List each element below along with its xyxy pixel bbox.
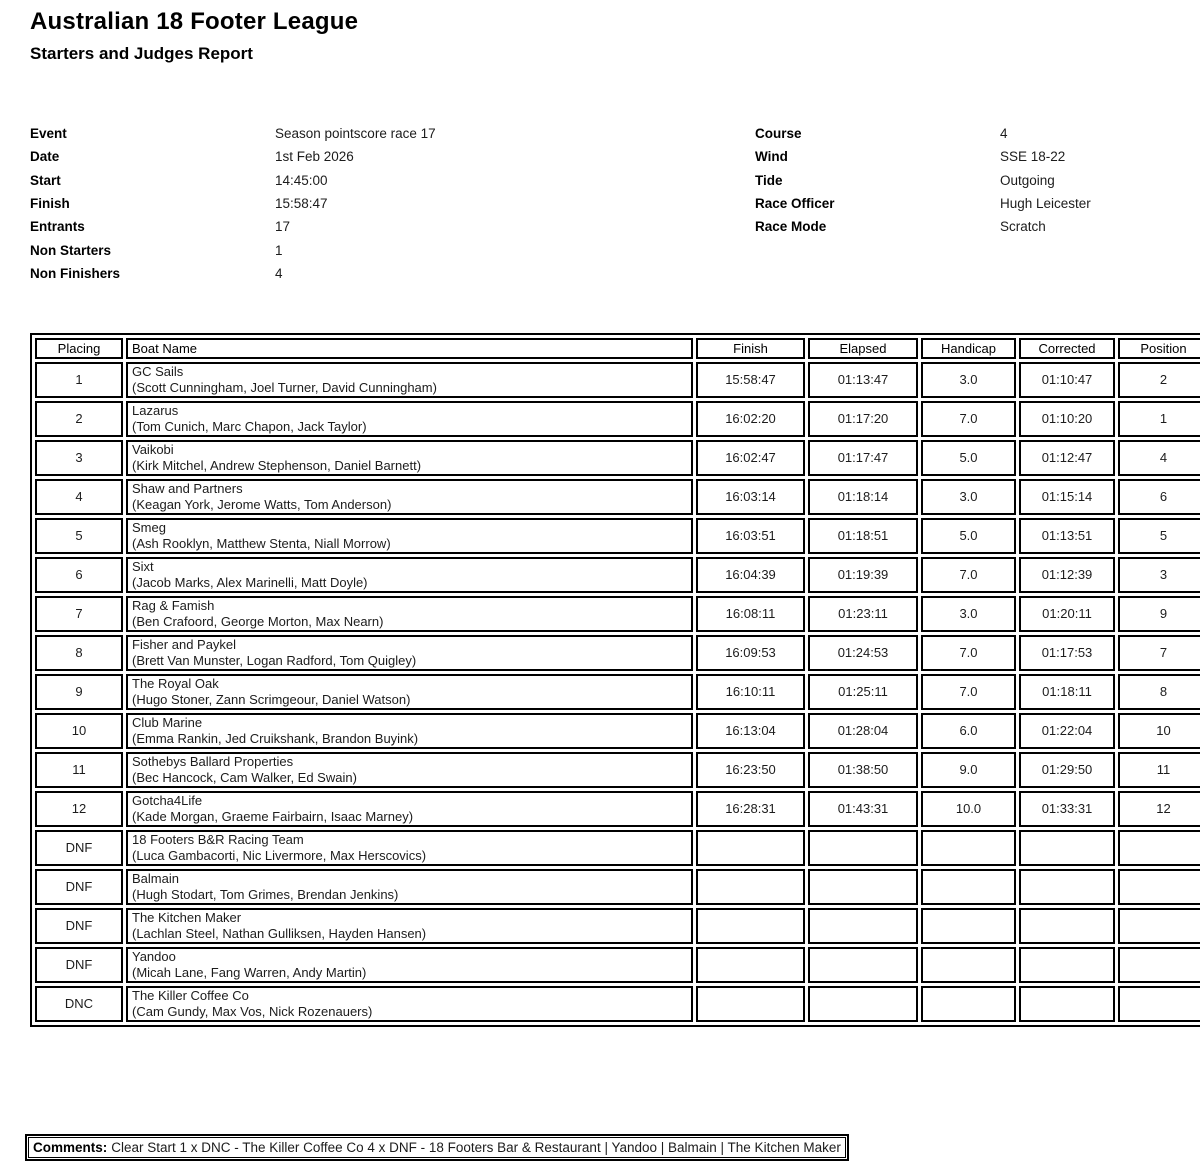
boat-crew: (Lachlan Steel, Nathan Gulliksen, Hayden Hansen) — [132, 926, 427, 941]
position-cell: 8 — [1118, 674, 1200, 710]
result-row — [35, 830, 1200, 866]
position-cell: 9 — [1118, 596, 1200, 632]
placing-cell: DNF — [35, 830, 123, 866]
boat-cell — [126, 947, 693, 983]
placing-cell: 3 — [35, 440, 123, 476]
boat-crew: (Keagan York, Jerome Watts, Tom Anderson) — [132, 497, 392, 512]
result-row — [35, 674, 1200, 710]
boat-crew: (Kirk Mitchel, Andrew Stephenson, Daniel Barnett) — [132, 458, 422, 473]
meta-label: Finish — [30, 196, 70, 212]
position-cell: 11 — [1118, 752, 1200, 788]
finish-cell — [696, 830, 805, 866]
meta-label: Non Finishers — [30, 265, 121, 281]
meta-row — [755, 145, 1091, 168]
finish-cell: 16:10:11 — [696, 674, 805, 710]
position-cell: 2 — [1118, 362, 1200, 398]
placing-cell: 10 — [35, 713, 123, 749]
position-cell: 7 — [1118, 635, 1200, 671]
boat-name: Yandoo — [132, 949, 176, 964]
corrected-cell: 01:12:39 — [1019, 557, 1115, 593]
corrected-cell: 01:33:31 — [1019, 791, 1115, 827]
corrected-cell: 01:18:11 — [1019, 674, 1115, 710]
boat-crew: (Emma Rankin, Jed Cruikshank, Brandon Buyink) — [132, 731, 419, 746]
elapsed-cell: 01:25:11 — [808, 674, 918, 710]
meta-label: Race Officer — [755, 196, 835, 212]
result-row — [35, 440, 1200, 476]
meta-label: Tide — [755, 172, 783, 188]
boat-crew: (Brett Van Munster, Logan Radford, Tom Quigley) — [132, 653, 417, 668]
corrected-cell: 01:10:47 — [1019, 362, 1115, 398]
placing-cell: 11 — [35, 752, 123, 788]
result-row — [35, 869, 1200, 905]
finish-cell: 16:09:53 — [696, 635, 805, 671]
boat-crew: (Micah Lane, Fang Warren, Andy Martin) — [132, 965, 367, 980]
result-row — [35, 518, 1200, 554]
corrected-cell: 01:10:20 — [1019, 401, 1115, 437]
meta-value: Season pointscore race 17 — [275, 126, 436, 142]
finish-cell: 16:03:51 — [696, 518, 805, 554]
position-cell: 10 — [1118, 713, 1200, 749]
elapsed-cell: 01:38:50 — [808, 752, 918, 788]
boat-name: Fisher and Paykel — [132, 637, 237, 652]
meta-row — [30, 145, 436, 168]
boat-cell — [126, 830, 693, 866]
placing-cell: 6 — [35, 557, 123, 593]
position-cell — [1118, 830, 1200, 866]
handicap-cell: 10.0 — [921, 791, 1016, 827]
meta-row — [755, 122, 1091, 145]
boat-cell — [126, 713, 693, 749]
handicap-cell — [921, 869, 1016, 905]
boat-crew: (Luca Gambacorti, Nic Livermore, Max Herscovics) — [132, 848, 427, 863]
meta-value: 17 — [275, 219, 291, 235]
boat-cell — [126, 596, 693, 632]
page-title: Australian 18 Footer League — [30, 8, 359, 35]
finish-cell: 16:28:31 — [696, 791, 805, 827]
results-table — [30, 333, 1200, 1027]
handicap-cell: 3.0 — [921, 596, 1016, 632]
finish-cell — [696, 869, 805, 905]
elapsed-cell: 01:18:51 — [808, 518, 918, 554]
position-cell — [1118, 947, 1200, 983]
elapsed-cell — [808, 908, 918, 944]
boat-cell — [126, 986, 693, 1022]
elapsed-cell: 01:23:11 — [808, 596, 918, 632]
column-header-placing: Placing — [35, 338, 123, 359]
position-cell: 3 — [1118, 557, 1200, 593]
corrected-cell — [1019, 908, 1115, 944]
handicap-cell: 9.0 — [921, 752, 1016, 788]
placing-cell: 1 — [35, 362, 123, 398]
boat-cell — [126, 908, 693, 944]
finish-cell: 16:23:50 — [696, 752, 805, 788]
corrected-cell — [1019, 986, 1115, 1022]
meta-value: Scratch — [1000, 219, 1046, 235]
handicap-cell — [921, 830, 1016, 866]
meta-label: Event — [30, 126, 67, 142]
handicap-cell — [921, 947, 1016, 983]
corrected-cell — [1019, 947, 1115, 983]
corrected-cell: 01:17:53 — [1019, 635, 1115, 671]
meta-label: Wind — [755, 149, 788, 165]
boat-name: Sixt — [132, 559, 154, 574]
handicap-cell: 7.0 — [921, 557, 1016, 593]
placing-cell: 4 — [35, 479, 123, 515]
handicap-cell: 5.0 — [921, 440, 1016, 476]
column-header-corrected: Corrected — [1019, 338, 1115, 359]
comments-text: Clear Start 1 x DNC - The Killer Coffee Co 4 x DNF - 18 Footers Bar & Restaurant | Yandoo | Balmain | The Kitchen Maker — [111, 1140, 841, 1155]
placing-cell: 5 — [35, 518, 123, 554]
handicap-cell: 6.0 — [921, 713, 1016, 749]
boat-name: Lazarus — [132, 403, 179, 418]
corrected-cell — [1019, 869, 1115, 905]
boat-cell — [126, 518, 693, 554]
meta-label: Race Mode — [755, 219, 827, 235]
result-row — [35, 362, 1200, 398]
boat-cell — [126, 479, 693, 515]
boat-name: The Killer Coffee Co — [132, 988, 249, 1003]
finish-cell: 15:58:47 — [696, 362, 805, 398]
handicap-cell — [921, 986, 1016, 1022]
meta-row — [755, 215, 1091, 238]
corrected-cell: 01:20:11 — [1019, 596, 1115, 632]
boat-name: Shaw and Partners — [132, 481, 243, 496]
result-row — [35, 401, 1200, 437]
meta-row — [30, 192, 436, 215]
result-row — [35, 986, 1200, 1022]
placing-cell: 8 — [35, 635, 123, 671]
boat-cell — [126, 752, 693, 788]
column-header-boat-name: Boat Name — [126, 338, 693, 359]
race-meta-left — [30, 122, 436, 285]
handicap-cell: 5.0 — [921, 518, 1016, 554]
comments-label: Comments: — [33, 1140, 108, 1155]
elapsed-cell: 01:24:53 — [808, 635, 918, 671]
column-header-position: Position — [1118, 338, 1200, 359]
boat-crew: (Ash Rooklyn, Matthew Stenta, Niall Morrow) — [132, 536, 391, 551]
boat-crew: (Scott Cunningham, Joel Turner, David Cunningham) — [132, 380, 437, 395]
finish-cell: 16:13:04 — [696, 713, 805, 749]
meta-label: Start — [30, 172, 61, 188]
placing-cell: DNF — [35, 908, 123, 944]
position-cell: 12 — [1118, 791, 1200, 827]
finish-cell: 16:04:39 — [696, 557, 805, 593]
meta-label: Date — [30, 149, 60, 165]
boat-cell — [126, 440, 693, 476]
result-row — [35, 908, 1200, 944]
page-subtitle: Starters and Judges Report — [30, 44, 253, 63]
boat-name: 18 Footers B&R Racing Team — [132, 832, 304, 847]
boat-name: Smeg — [132, 520, 166, 535]
corrected-cell: 01:22:04 — [1019, 713, 1115, 749]
handicap-cell: 3.0 — [921, 479, 1016, 515]
boat-name: The Kitchen Maker — [132, 910, 242, 925]
boat-crew: (Kade Morgan, Graeme Fairbairn, Isaac Marney) — [132, 809, 414, 824]
meta-value: Hugh Leicester — [1000, 196, 1091, 212]
handicap-cell: 3.0 — [921, 362, 1016, 398]
finish-cell: 16:02:47 — [696, 440, 805, 476]
table-header-row — [35, 338, 1200, 359]
placing-cell: 9 — [35, 674, 123, 710]
corrected-cell: 01:12:47 — [1019, 440, 1115, 476]
meta-label: Course — [755, 126, 802, 142]
placing-cell: 7 — [35, 596, 123, 632]
meta-label: Entrants — [30, 219, 85, 235]
placing-cell: 12 — [35, 791, 123, 827]
boat-name: Sothebys Ballard Properties — [132, 754, 294, 769]
result-row — [35, 479, 1200, 515]
placing-cell: DNC — [35, 986, 123, 1022]
boat-cell — [126, 791, 693, 827]
boat-cell — [126, 674, 693, 710]
meta-row — [30, 215, 436, 238]
handicap-cell: 7.0 — [921, 674, 1016, 710]
position-cell — [1118, 986, 1200, 1022]
meta-row — [30, 122, 436, 145]
comments-inner — [28, 1137, 846, 1158]
placing-cell: DNF — [35, 947, 123, 983]
meta-value: 1 — [275, 242, 283, 258]
boat-cell — [126, 635, 693, 671]
corrected-cell: 01:29:50 — [1019, 752, 1115, 788]
elapsed-cell: 01:43:31 — [808, 791, 918, 827]
meta-row — [755, 169, 1091, 192]
boat-cell — [126, 869, 693, 905]
finish-cell: 16:02:20 — [696, 401, 805, 437]
meta-row — [30, 262, 436, 285]
meta-label: Non Starters — [30, 242, 112, 258]
boat-name: Rag & Famish — [132, 598, 215, 613]
boat-cell — [126, 362, 693, 398]
position-cell: 5 — [1118, 518, 1200, 554]
position-cell — [1118, 908, 1200, 944]
boat-name: The Royal Oak — [132, 676, 219, 691]
result-row — [35, 713, 1200, 749]
boat-name: Club Marine — [132, 715, 203, 730]
corrected-cell: 01:15:14 — [1019, 479, 1115, 515]
meta-row — [30, 238, 436, 261]
comments-box — [25, 1134, 849, 1161]
meta-row — [30, 169, 436, 192]
corrected-cell: 01:13:51 — [1019, 518, 1115, 554]
placing-cell: 2 — [35, 401, 123, 437]
handicap-cell: 7.0 — [921, 635, 1016, 671]
result-row — [35, 596, 1200, 632]
elapsed-cell: 01:28:04 — [808, 713, 918, 749]
result-row — [35, 635, 1200, 671]
meta-value: SSE 18-22 — [1000, 149, 1066, 165]
meta-value: 4 — [1000, 126, 1008, 142]
finish-cell — [696, 947, 805, 983]
elapsed-cell — [808, 947, 918, 983]
handicap-cell — [921, 908, 1016, 944]
boat-crew: (Bec Hancock, Cam Walker, Ed Swain) — [132, 770, 357, 785]
boat-name: Vaikobi — [132, 442, 174, 457]
elapsed-cell — [808, 986, 918, 1022]
boat-crew: (Hugo Stoner, Zann Scrimgeour, Daniel Watson) — [132, 692, 411, 707]
result-row — [35, 752, 1200, 788]
boat-crew: (Cam Gundy, Max Vos, Nick Rozenauers) — [132, 1004, 373, 1019]
meta-value: Outgoing — [1000, 172, 1055, 188]
column-header-finish: Finish — [696, 338, 805, 359]
elapsed-cell: 01:18:14 — [808, 479, 918, 515]
meta-value: 1st Feb 2026 — [275, 149, 354, 165]
race-meta-right — [755, 122, 1091, 238]
elapsed-cell: 01:17:20 — [808, 401, 918, 437]
finish-cell: 16:08:11 — [696, 596, 805, 632]
placing-cell: DNF — [35, 869, 123, 905]
boat-name: GC Sails — [132, 364, 184, 379]
boat-cell — [126, 401, 693, 437]
elapsed-cell: 01:19:39 — [808, 557, 918, 593]
result-row — [35, 947, 1200, 983]
position-cell: 4 — [1118, 440, 1200, 476]
finish-cell — [696, 908, 805, 944]
result-row — [35, 557, 1200, 593]
meta-value: 14:45:00 — [275, 172, 328, 188]
corrected-cell — [1019, 830, 1115, 866]
boat-name: Balmain — [132, 871, 179, 886]
boat-crew: (Hugh Stodart, Tom Grimes, Brendan Jenkins) — [132, 887, 399, 902]
result-row — [35, 791, 1200, 827]
boat-crew: (Jacob Marks, Alex Marinelli, Matt Doyle) — [132, 575, 368, 590]
elapsed-cell: 01:17:47 — [808, 440, 918, 476]
boat-cell — [126, 557, 693, 593]
column-header-elapsed: Elapsed — [808, 338, 918, 359]
elapsed-cell — [808, 869, 918, 905]
handicap-cell: 7.0 — [921, 401, 1016, 437]
finish-cell: 16:03:14 — [696, 479, 805, 515]
boat-crew: (Tom Cunich, Marc Chapon, Jack Taylor) — [132, 419, 367, 434]
meta-value: 15:58:47 — [275, 196, 328, 212]
position-cell: 1 — [1118, 401, 1200, 437]
meta-value: 4 — [275, 265, 283, 281]
finish-cell — [696, 986, 805, 1022]
position-cell: 6 — [1118, 479, 1200, 515]
elapsed-cell — [808, 830, 918, 866]
boat-crew: (Ben Crafoord, George Morton, Max Nearn) — [132, 614, 384, 629]
column-header-handicap: Handicap — [921, 338, 1016, 359]
elapsed-cell: 01:13:47 — [808, 362, 918, 398]
position-cell — [1118, 869, 1200, 905]
boat-name: Gotcha4Life — [132, 793, 203, 808]
meta-row — [755, 192, 1091, 215]
